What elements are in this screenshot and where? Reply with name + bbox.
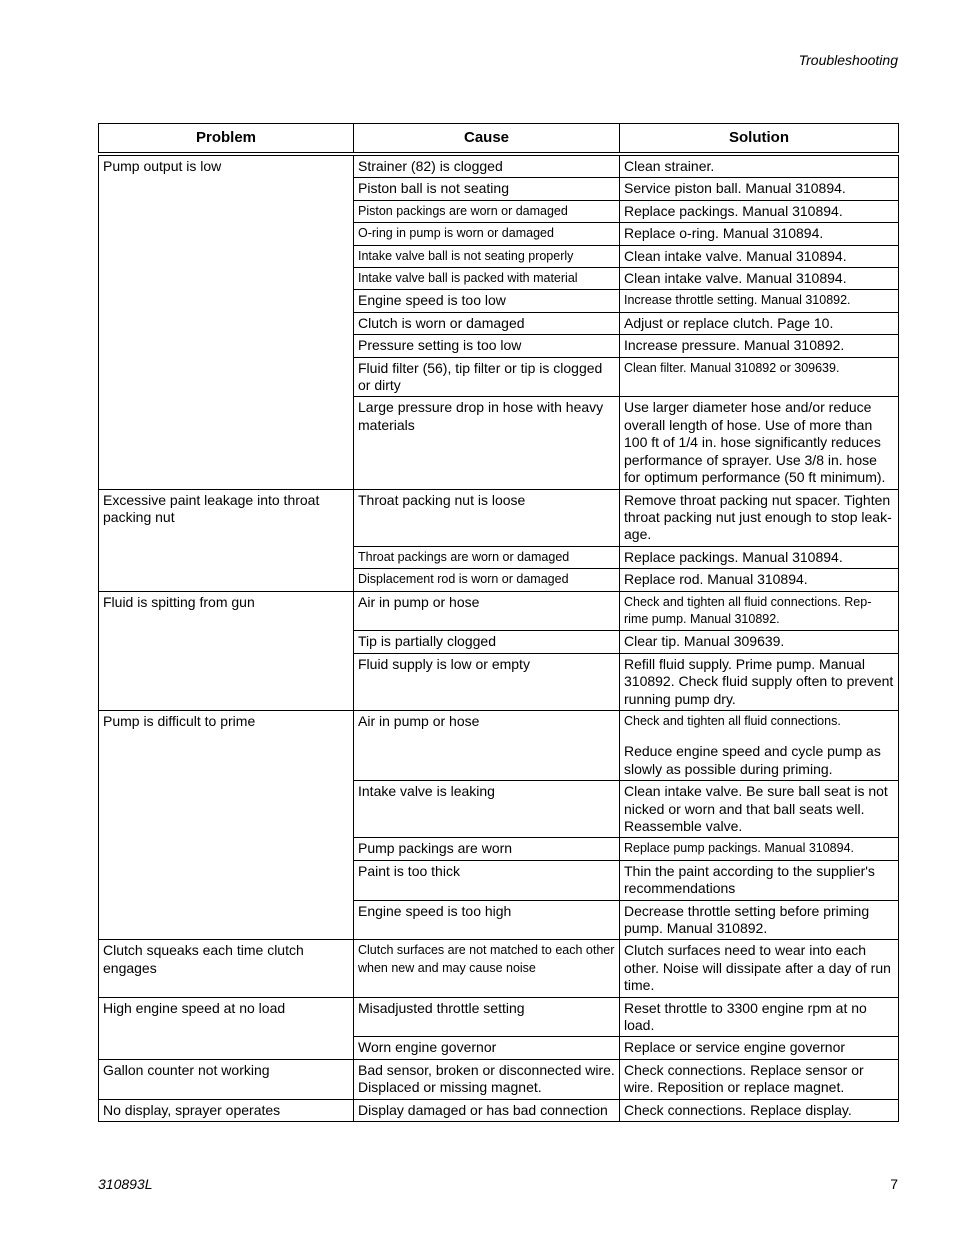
table-row (99, 997, 899, 1037)
cause-cell: Pressure setting is too low (354, 335, 620, 357)
cause-cell: Intake valve ball is not seating properly (354, 245, 620, 267)
cause-cell: Clutch surfaces are not matched to each other when new and may cause noise (354, 940, 620, 997)
solution-cell: Replace rod. Manual 310894. (620, 569, 899, 591)
cause-cell: Engine speed is too low (354, 290, 620, 312)
table-row (99, 154, 899, 178)
solution-cell: Replace pump packings. Manual 310894. (620, 838, 899, 860)
cause-cell: Throat packing nut is loose (354, 489, 620, 546)
problem-cell: High engine speed at no load (99, 997, 354, 1059)
solution-cell: Use larger diameter hose and/or reduce overall length of hose. Use of more than 100 ft of 1/4 in. hose significantly reduces performance of sprayer. Use 3/8 in. hose for optimum performance (50 ft minimum). (620, 397, 899, 489)
solution-cell: Clean intake valve. Manual 310894. (620, 268, 899, 290)
cause-cell: Fluid supply is low or empty (354, 653, 620, 710)
cause-cell: Bad sensor, broken or disconnected wire. Displaced or missing magnet. (354, 1059, 620, 1099)
solution-cell: Clean filter. Manual 310892 or 309639. (620, 357, 899, 397)
page-number: 7 (890, 1176, 898, 1192)
cause-cell: Display damaged or has bad connection (354, 1099, 620, 1121)
solution-cell: Adjust or replace clutch. Page 10. (620, 312, 899, 334)
cause-cell: Tip is partially clogged (354, 631, 620, 653)
column-header-cause: Cause (354, 124, 620, 155)
problem-cell: Gallon counter not working (99, 1059, 354, 1099)
cause-cell: Intake valve is leaking (354, 781, 620, 838)
solution-cell: Clean intake valve. Be sure ball seat is not nicked or worn and that ball seats well. Reassemble valve. (620, 781, 899, 838)
cause-cell: Strainer (82) is clogged (354, 154, 620, 178)
solution-cell: Replace packings. Manual 310894. (620, 200, 899, 222)
table-row (99, 1099, 899, 1121)
solution-cell: Clean intake valve. Manual 310894. (620, 245, 899, 267)
table-header-row (99, 124, 899, 155)
document-number: 310893L (98, 1176, 153, 1192)
problem-cell: Pump output is low (99, 154, 354, 489)
troubleshooting-table (98, 123, 899, 1122)
solution-cell: Clutch surfaces need to wear into each other. Noise will dissipate after a day of run time. (620, 940, 899, 997)
table-row (99, 940, 899, 997)
cause-cell: Intake valve ball is packed with material (354, 268, 620, 290)
table-row (99, 710, 899, 780)
table-row (99, 489, 899, 546)
solution-cell: Clean strainer. (620, 154, 899, 178)
solution-cell: Check connections. Replace display. (620, 1099, 899, 1121)
solution-cell: Reset throttle to 3300 engine rpm at no load. (620, 997, 899, 1037)
cause-cell: Clutch is worn or damaged (354, 312, 620, 334)
column-header-problem: Problem (99, 124, 354, 155)
cause-cell: Displacement rod is worn or damaged (354, 569, 620, 591)
solution-line: Check and tighten all fluid connections. (624, 713, 841, 728)
cause-cell: Large pressure drop in hose with heavy materials (354, 397, 620, 489)
solution-cell: Replace packings. Manual 310894. (620, 546, 899, 568)
solution-cell: Decrease throttle setting before priming pump. Manual 310892. (620, 900, 899, 940)
cause-cell: Air in pump or hose (354, 591, 620, 631)
solution-cell: Check and tighten all fluid connections. Rep-rime pump. Manual 310892. (620, 591, 899, 631)
problem-cell: Clutch squeaks each time clutch engages (99, 940, 354, 997)
cause-cell: Piston packings are worn or damaged (354, 200, 620, 222)
cause-cell: O-ring in pump is worn or damaged (354, 223, 620, 245)
cause-cell: Engine speed is too high (354, 900, 620, 940)
solution-cell: Refill fluid supply. Prime pump. Manual 310892. Check fluid supply often to prevent running pump dry. (620, 653, 899, 710)
solution-cell: Service piston ball. Manual 310894. (620, 178, 899, 200)
solution-cell: Check connections. Replace sensor or wire. Reposition or replace magnet. (620, 1059, 899, 1099)
solution-cell: Thin the paint according to the supplier's recommendations (620, 860, 899, 900)
solution-line: Reduce engine speed and cycle pump as slowly as possible during priming. (624, 743, 881, 777)
solution-cell: Replace or service engine governor (620, 1037, 899, 1059)
solution-cell: Replace o-ring. Manual 310894. (620, 223, 899, 245)
running-head: Troubleshooting (798, 52, 898, 68)
solution-cell (620, 710, 899, 780)
cause-cell: Fluid filter (56), tip filter or tip is clogged or dirty (354, 357, 620, 397)
cause-cell: Pump packings are worn (354, 838, 620, 860)
cause-cell: Worn engine governor (354, 1037, 620, 1059)
column-header-solution: Solution (620, 124, 899, 155)
solution-cell: Clear tip. Manual 309639. (620, 631, 899, 653)
cause-cell: Paint is too thick (354, 860, 620, 900)
table-row (99, 591, 899, 631)
table-row (99, 1059, 899, 1099)
problem-cell: Fluid is spitting from gun (99, 591, 354, 710)
problem-cell: Pump is difficult to prime (99, 710, 354, 939)
cause-cell: Throat packings are worn or damaged (354, 546, 620, 568)
cause-cell: Air in pump or hose (354, 710, 620, 780)
cause-cell: Misadjusted throttle setting (354, 997, 620, 1037)
problem-cell: No display, sprayer operates (99, 1099, 354, 1121)
solution-cell: Remove throat packing nut spacer. Tighten throat packing nut just enough to stop leak-age. (620, 489, 899, 546)
problem-cell: Excessive paint leakage into throat packing nut (99, 489, 354, 591)
cause-cell: Piston ball is not seating (354, 178, 620, 200)
solution-cell: Increase throttle setting. Manual 310892. (620, 290, 899, 312)
solution-cell: Increase pressure. Manual 310892. (620, 335, 899, 357)
